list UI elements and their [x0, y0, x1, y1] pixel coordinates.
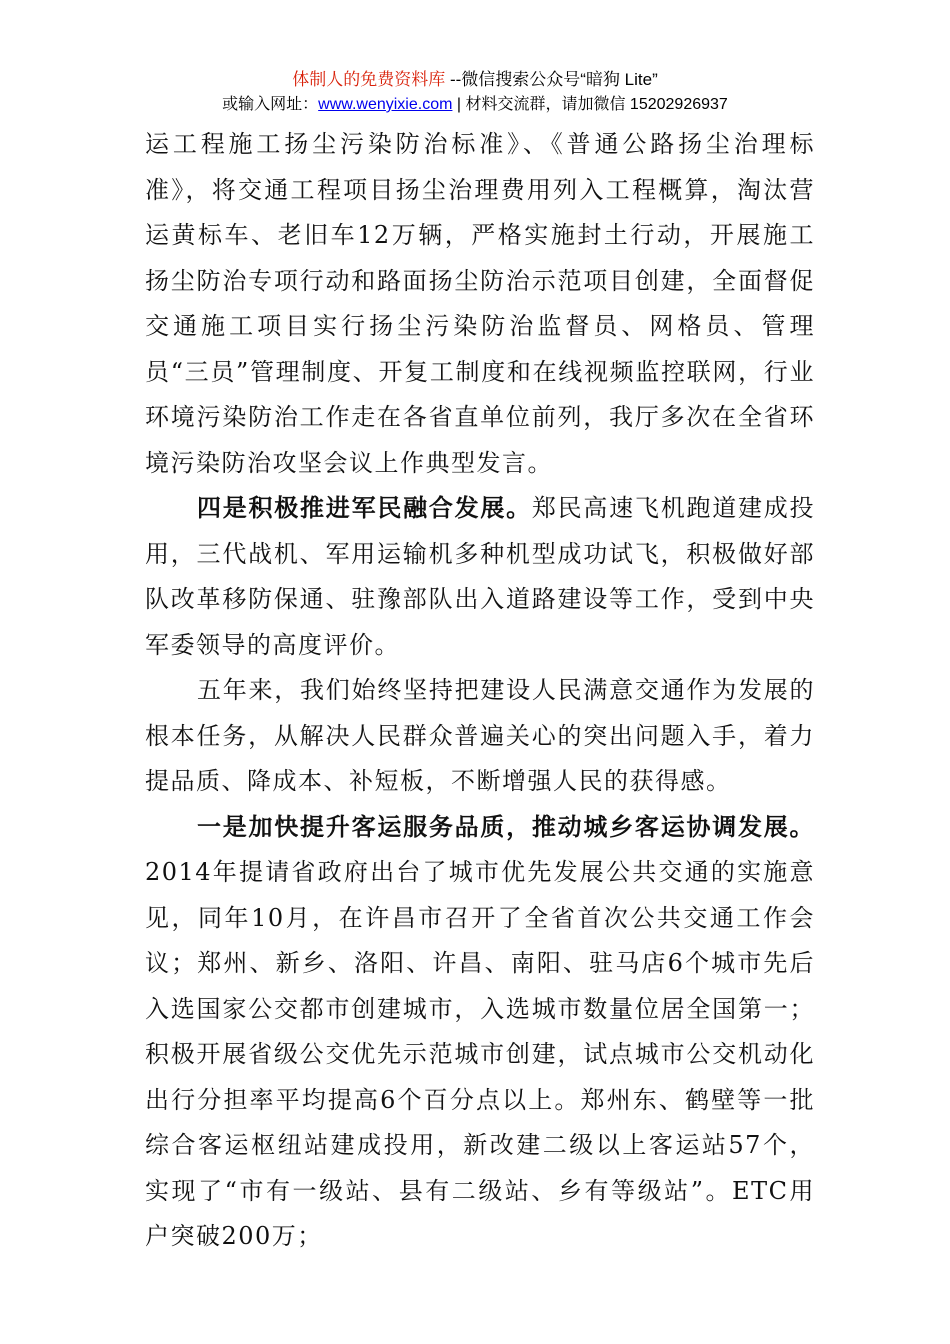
paragraph	[145, 122, 815, 486]
header-search-hint: --微信搜索公众号“暗狗 Lite”	[445, 70, 658, 89]
header-contact: 材料交流群，请加微信 15202926937	[465, 96, 728, 113]
header-line-2	[0, 93, 950, 117]
paragraph-heading: 一是加快提升客运服务品质，推动城乡客运协调发展。	[197, 812, 815, 841]
page-header	[0, 68, 950, 117]
paragraph-text: 运工程施工扬尘污染防治标准》、《普通公路扬尘治理标准》，将交通工程项目扬尘治理费用列入工程概算，淘汰营运黄标车、老旧车12万辆，严格实施封土行动，开展施工扬尘防治专项行动和路面扬尘防治示范项目创建，全面督促交通施工项目实行扬尘污染防治监督员、网格员、管理员“三员”管理制度、开复工制度和在线视频监控联网，行业环境污染防治工作走在各省直单位前列，我厅多次在全省环境污染防治攻坚会议上作典型发言。	[145, 130, 815, 477]
paragraph-text: 2014年提请省政府出台了城市优先发展公共交通的实施意见，同年10月，在许昌市召开了全省首次公共交通工作会议；郑州、新乡、洛阳、许昌、南阳、驻马店6个城市先后入选国家公交都市创建城市，入选城市数量位居全国第一；积极开展省级公交优先示范城市创建，试点城市公交机动化出行分担率平均提高6个百分点以上。郑州东、鹤壁等一批综合客运枢纽站建成投用，新改建二级以上客运站57个，实现了“市有一级站、县有二级站、乡有等级站”。ETC用户突破200万；	[145, 858, 815, 1250]
paragraph	[145, 805, 815, 1260]
paragraph	[145, 486, 815, 668]
header-separator: |	[452, 96, 466, 113]
header-line-1	[0, 68, 950, 92]
paragraph-text: 五年来，我们始终坚持把建设人民满意交通作为发展的根本任务，从解决人民群众普遍关心的突出问题入手，着力提品质、降成本、补短板，不断增强人民的获得感。	[145, 676, 815, 795]
header-brand: 体制人的免费资料库	[292, 70, 446, 89]
header-url-prefix: 或输入网址：	[222, 96, 319, 113]
paragraph-heading: 四是积极推进军民融合发展。	[197, 494, 532, 522]
document-body	[145, 122, 815, 1260]
header-url-link[interactable]: www.wenyixie.com	[318, 96, 453, 113]
paragraph	[145, 668, 815, 805]
paragraph-text: 郑民高速飞机跑道建成投用，三代战机、军用运输机多种机型成功试飞，积极做好部队改革移防保通、驻豫部队出入道路建设等工作，受到中央军委领导的高度评价。	[145, 494, 815, 659]
